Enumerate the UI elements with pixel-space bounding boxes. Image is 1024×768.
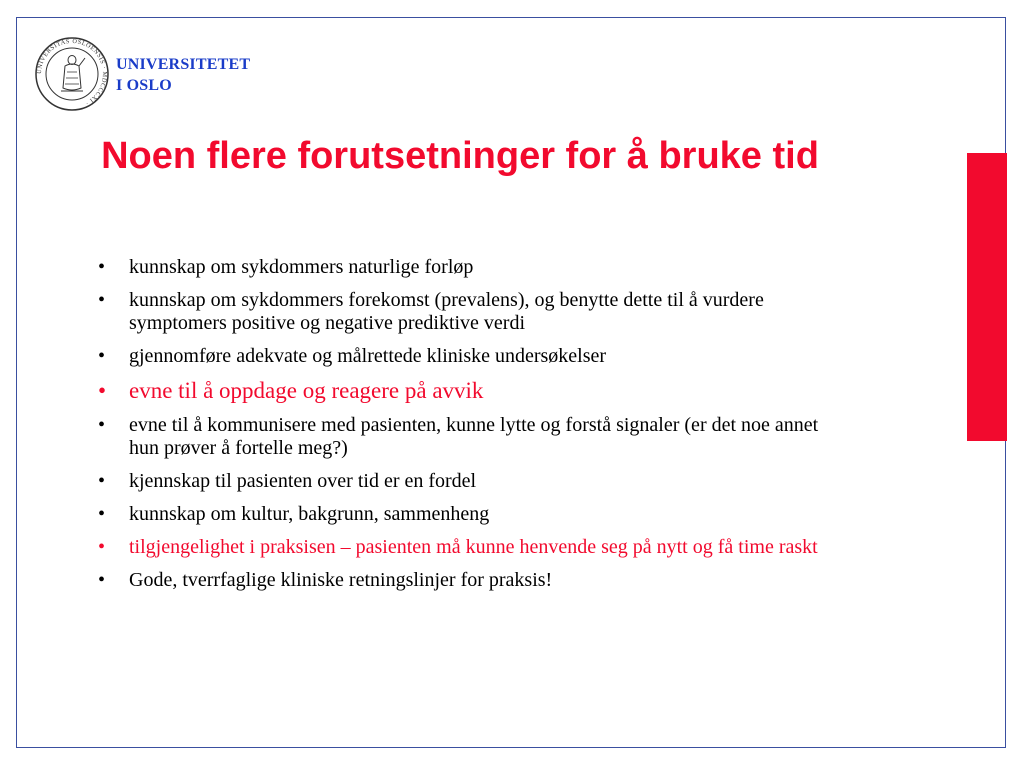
bullet-text: evne til å oppdage og reagere på avvik xyxy=(129,378,484,403)
bullet-dot: • xyxy=(98,536,106,558)
wordmark-line2: I OSLO xyxy=(116,77,172,94)
wordmark-line1: UNIVERSITETET xyxy=(116,56,251,73)
slide-title: Noen flere forutsetninger for å bruke tid xyxy=(101,135,819,177)
bullet-item-highlight xyxy=(98,378,838,404)
bullet-item xyxy=(98,289,838,335)
bullet-dot: • xyxy=(98,414,106,436)
bullet-item xyxy=(98,414,838,460)
bullet-dot: • xyxy=(98,345,106,367)
bullet-text: kjennskap til pasienten over tid er en fordel xyxy=(129,470,477,492)
bullet-dot: • xyxy=(98,378,107,403)
svg-text:UNIVERSITAS OSLOENSIS · MDCCCX: UNIVERSITAS OSLOENSIS · MDCCCXI · xyxy=(35,37,109,107)
bullet-text: tilgjengelighet i praksisen – pasienten må kunne henvende seg på nytt og få time raskt xyxy=(129,536,818,558)
university-seal-logo xyxy=(34,36,110,112)
bullet-dot: • xyxy=(98,503,106,525)
bullet-item xyxy=(98,470,838,493)
bullet-text: evne til å kommunisere med pasienten, kunne lytte og forstå signaler (er det noe annet hun prøver å fortelle meg?) xyxy=(129,414,819,459)
bullet-item xyxy=(98,569,838,592)
university-wordmark[interactable] xyxy=(116,54,250,96)
bullet-dot: • xyxy=(98,569,106,591)
bullet-item xyxy=(98,503,838,526)
bullet-text: kunnskap om sykdommers naturlige forløp xyxy=(129,256,474,278)
bullet-text: gjennomføre adekvate og målrettede kliniske undersøkelser xyxy=(129,345,607,367)
bullet-item xyxy=(98,345,838,368)
bullet-dot: • xyxy=(98,470,106,492)
red-accent-bar xyxy=(967,153,1007,441)
bullet-item xyxy=(98,256,838,279)
bullet-text: Gode, tverrfaglige kliniske retningslinjer for praksis! xyxy=(129,569,553,591)
bullet-text: kunnskap om sykdommers forekomst (prevalens), og benytte dette til å vurdere symptomers positive og negative prediktive verdi xyxy=(129,289,764,334)
bullet-dot: • xyxy=(98,289,106,311)
bullet-list xyxy=(98,256,838,602)
bullet-text: kunnskap om kultur, bakgrunn, sammenheng xyxy=(129,503,490,525)
bullet-item-highlight xyxy=(98,536,838,559)
bullet-dot: • xyxy=(98,256,106,278)
